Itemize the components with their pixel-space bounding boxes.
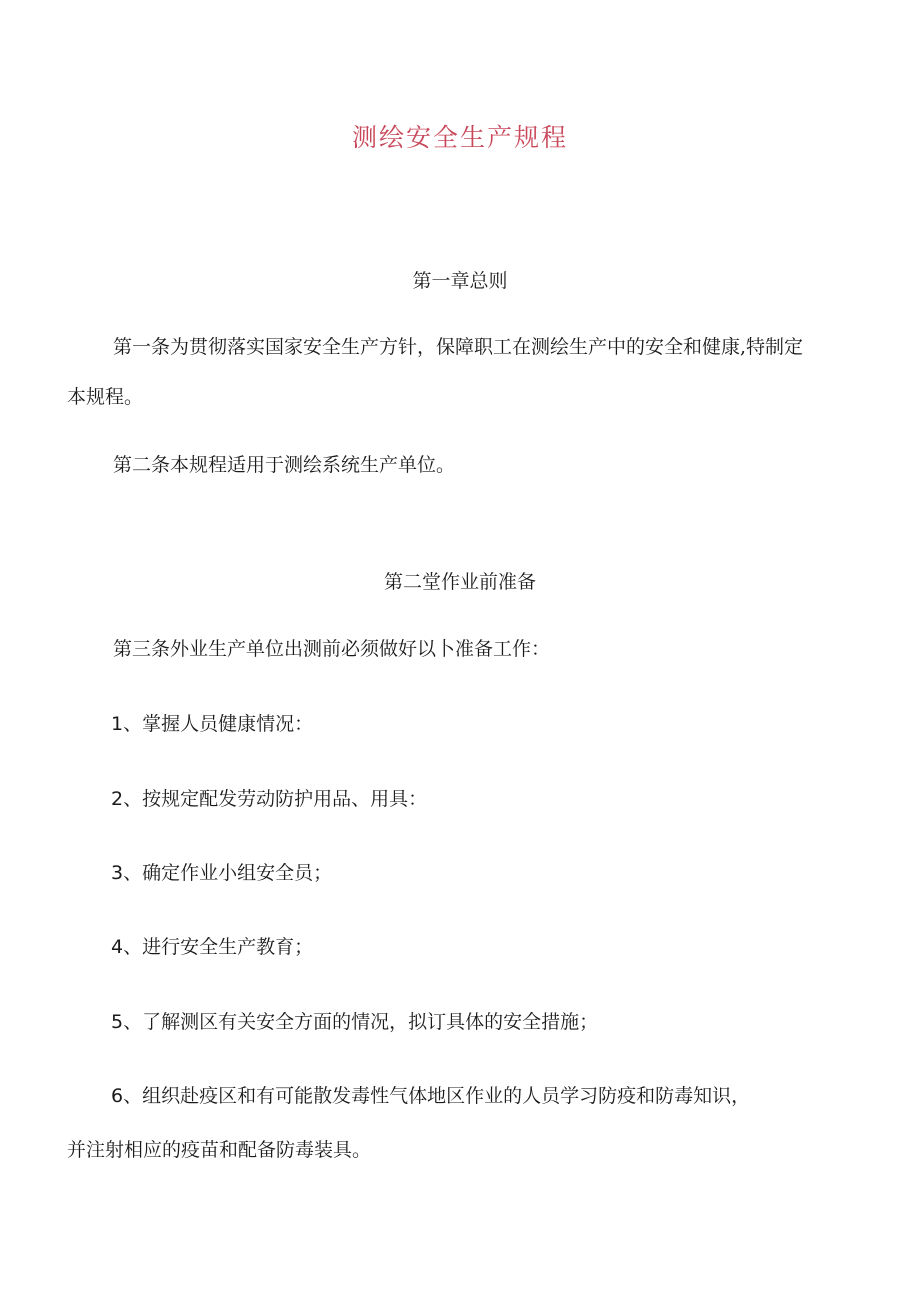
list-item-text: 、掌握人员健康情况： xyxy=(123,713,314,735)
chapter-2-heading: 第二堂作业前准备 xyxy=(383,571,536,593)
list-item-4 xyxy=(111,934,313,960)
list-item-number: 6 xyxy=(111,1085,124,1107)
list-item-text: 、组织赴疫区和有可能散发毒性气体地区作业的人员学习防疫和防毒知识， xyxy=(123,1085,751,1107)
article-1-line-2: 本规程。 xyxy=(67,386,144,408)
list-item-6 xyxy=(111,1083,750,1109)
list-item-number: 1 xyxy=(111,713,124,735)
list-item-2 xyxy=(111,786,427,812)
document-title: 测绘安全生产规程 xyxy=(351,123,568,152)
list-item-number: 4 xyxy=(111,936,124,958)
list-item-number: 2 xyxy=(111,788,124,810)
list-item-text: 、按规定配发劳动防护用品、用具： xyxy=(123,788,428,810)
list-item-number: 3 xyxy=(111,862,124,884)
chapter-1-heading: 第一章总则 xyxy=(412,270,508,292)
list-item-text: 、了解测区有关安全方面的情况，拟订具体的安全措施； xyxy=(123,1011,599,1033)
list-item-text: 、进行安全生产教育； xyxy=(123,936,314,958)
list-item-text: 、确定作业小组安全员； xyxy=(123,862,333,884)
list-item-number: 5 xyxy=(111,1011,124,1033)
list-item-3 xyxy=(111,860,332,886)
list-item-5 xyxy=(111,1009,598,1035)
article-1-line-1: 第一条为贯彻落实国家安全生产方针，保障职工在测绘生产中的安全和健康,特制定 xyxy=(113,336,804,358)
article-2: 第二条本规程适用于测绘系统生产单位。 xyxy=(113,454,456,476)
list-item-1 xyxy=(111,711,313,737)
list-item-6-line-2: 并注射相应的疫苗和配备防毒装具。 xyxy=(67,1139,372,1161)
article-3: 第三条外业生产单位出测前必须做好以卜准备工作： xyxy=(113,638,551,660)
